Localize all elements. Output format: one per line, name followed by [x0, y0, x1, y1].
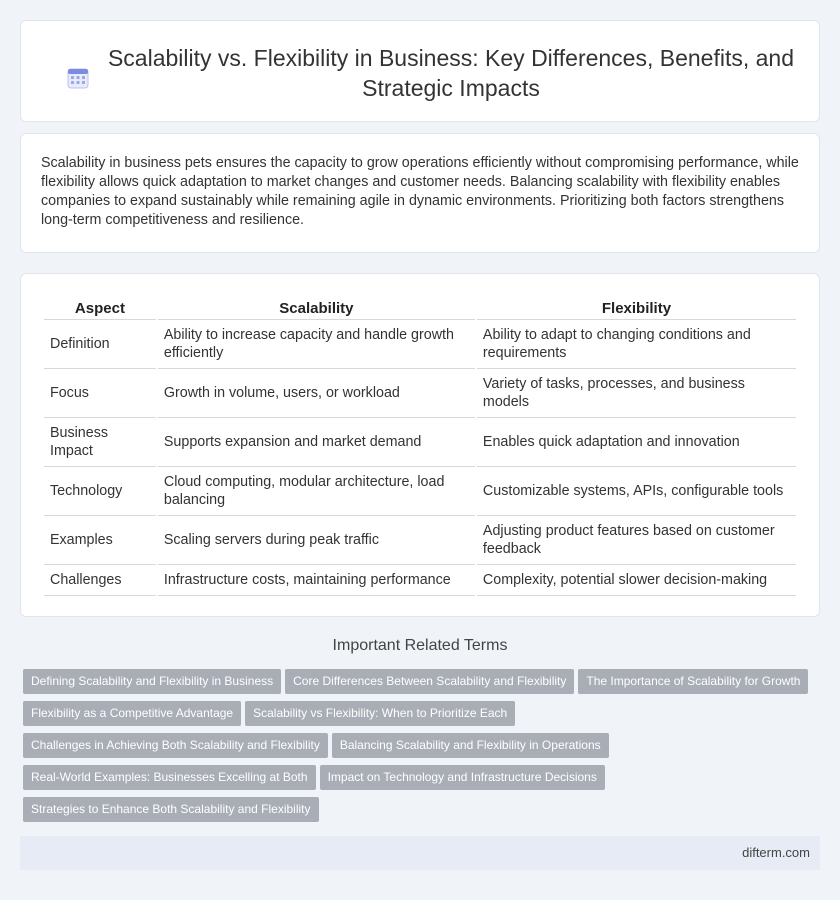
cell-flexibility: Adjusting product features based on customer feedback	[477, 516, 796, 565]
table-row	[44, 320, 796, 369]
related-term-link[interactable]: Strategies to Enhance Both Scalability and Flexibility	[23, 797, 319, 822]
related-term-link[interactable]: Impact on Technology and Infrastructure Decisions	[320, 765, 605, 790]
cell-flexibility: Customizable systems, APIs, configurable tools	[477, 467, 796, 516]
related-term-link[interactable]: Balancing Scalability and Flexibility in Operations	[332, 733, 609, 758]
cell-aspect: Focus	[44, 369, 156, 418]
related-term-link[interactable]: Core Differences Between Scalability and Flexibility	[285, 669, 574, 694]
cell-scalability: Ability to increase capacity and handle growth efficiently	[158, 320, 475, 369]
related-term-link[interactable]: Defining Scalability and Flexibility in Business	[23, 669, 281, 694]
related-term-link[interactable]: Scalability vs Flexibility: When to Prioritize Each	[245, 701, 515, 726]
header-card	[20, 20, 820, 122]
related-term-link[interactable]: Challenges in Achieving Both Scalability and Flexibility	[23, 733, 328, 758]
cell-flexibility: Complexity, potential slower decision-making	[477, 565, 796, 596]
cell-aspect: Examples	[44, 516, 156, 565]
related-terms-heading: Important Related Terms	[332, 637, 508, 654]
table-row	[44, 467, 796, 516]
comparison-table	[42, 298, 798, 596]
comparison-card	[20, 273, 820, 617]
related-term-link[interactable]: Real-World Examples: Businesses Excelling at Both	[23, 765, 316, 790]
footer	[20, 836, 820, 870]
cell-aspect: Definition	[44, 320, 156, 369]
table-row	[44, 565, 796, 596]
table-row	[44, 369, 796, 418]
table-row	[44, 516, 796, 565]
cell-scalability: Cloud computing, modular architecture, load balancing	[158, 467, 475, 516]
header-scalability: Scalability	[158, 298, 475, 320]
cell-aspect: Challenges	[44, 565, 156, 596]
cell-scalability: Supports expansion and market demand	[158, 418, 475, 467]
cell-scalability: Infrastructure costs, maintaining performance	[158, 565, 475, 596]
cell-aspect: Business Impact	[44, 418, 156, 467]
cell-scalability: Growth in volume, users, or workload	[158, 369, 475, 418]
intro-card	[20, 133, 820, 253]
related-term-link[interactable]: Flexibility as a Competitive Advantage	[23, 701, 241, 726]
table-row	[44, 418, 796, 467]
header-flexibility: Flexibility	[477, 298, 796, 320]
header-aspect: Aspect	[44, 298, 156, 320]
footer-site-link[interactable]: difterm.com	[742, 845, 810, 860]
calendar-icon	[66, 66, 90, 90]
cell-flexibility: Variety of tasks, processes, and business models	[477, 369, 796, 418]
cell-flexibility: Enables quick adaptation and innovation	[477, 418, 796, 467]
table-header-row	[44, 298, 796, 320]
related-terms-list	[23, 669, 823, 829]
page-title: Scalability vs. Flexibility in Business: Key Differences, Benefits, and Strategic Impacts	[107, 45, 795, 101]
cell-aspect: Technology	[44, 467, 156, 516]
cell-scalability: Scaling servers during peak traffic	[158, 516, 475, 565]
cell-flexibility: Ability to adapt to changing conditions and requirements	[477, 320, 796, 369]
related-term-link[interactable]: The Importance of Scalability for Growth	[578, 669, 808, 694]
intro-paragraph: Scalability in business pets ensures the capacity to grow operations efficiently without compromising performance, while flexibility allows quick adaptation to market changes and customer needs. Balancing scalability with flexibility enables companies to expand sustainably while remaining agile in dynamic environments. Prioritizing both factors strengthens long-term competitiveness and resilience.	[41, 155, 799, 228]
